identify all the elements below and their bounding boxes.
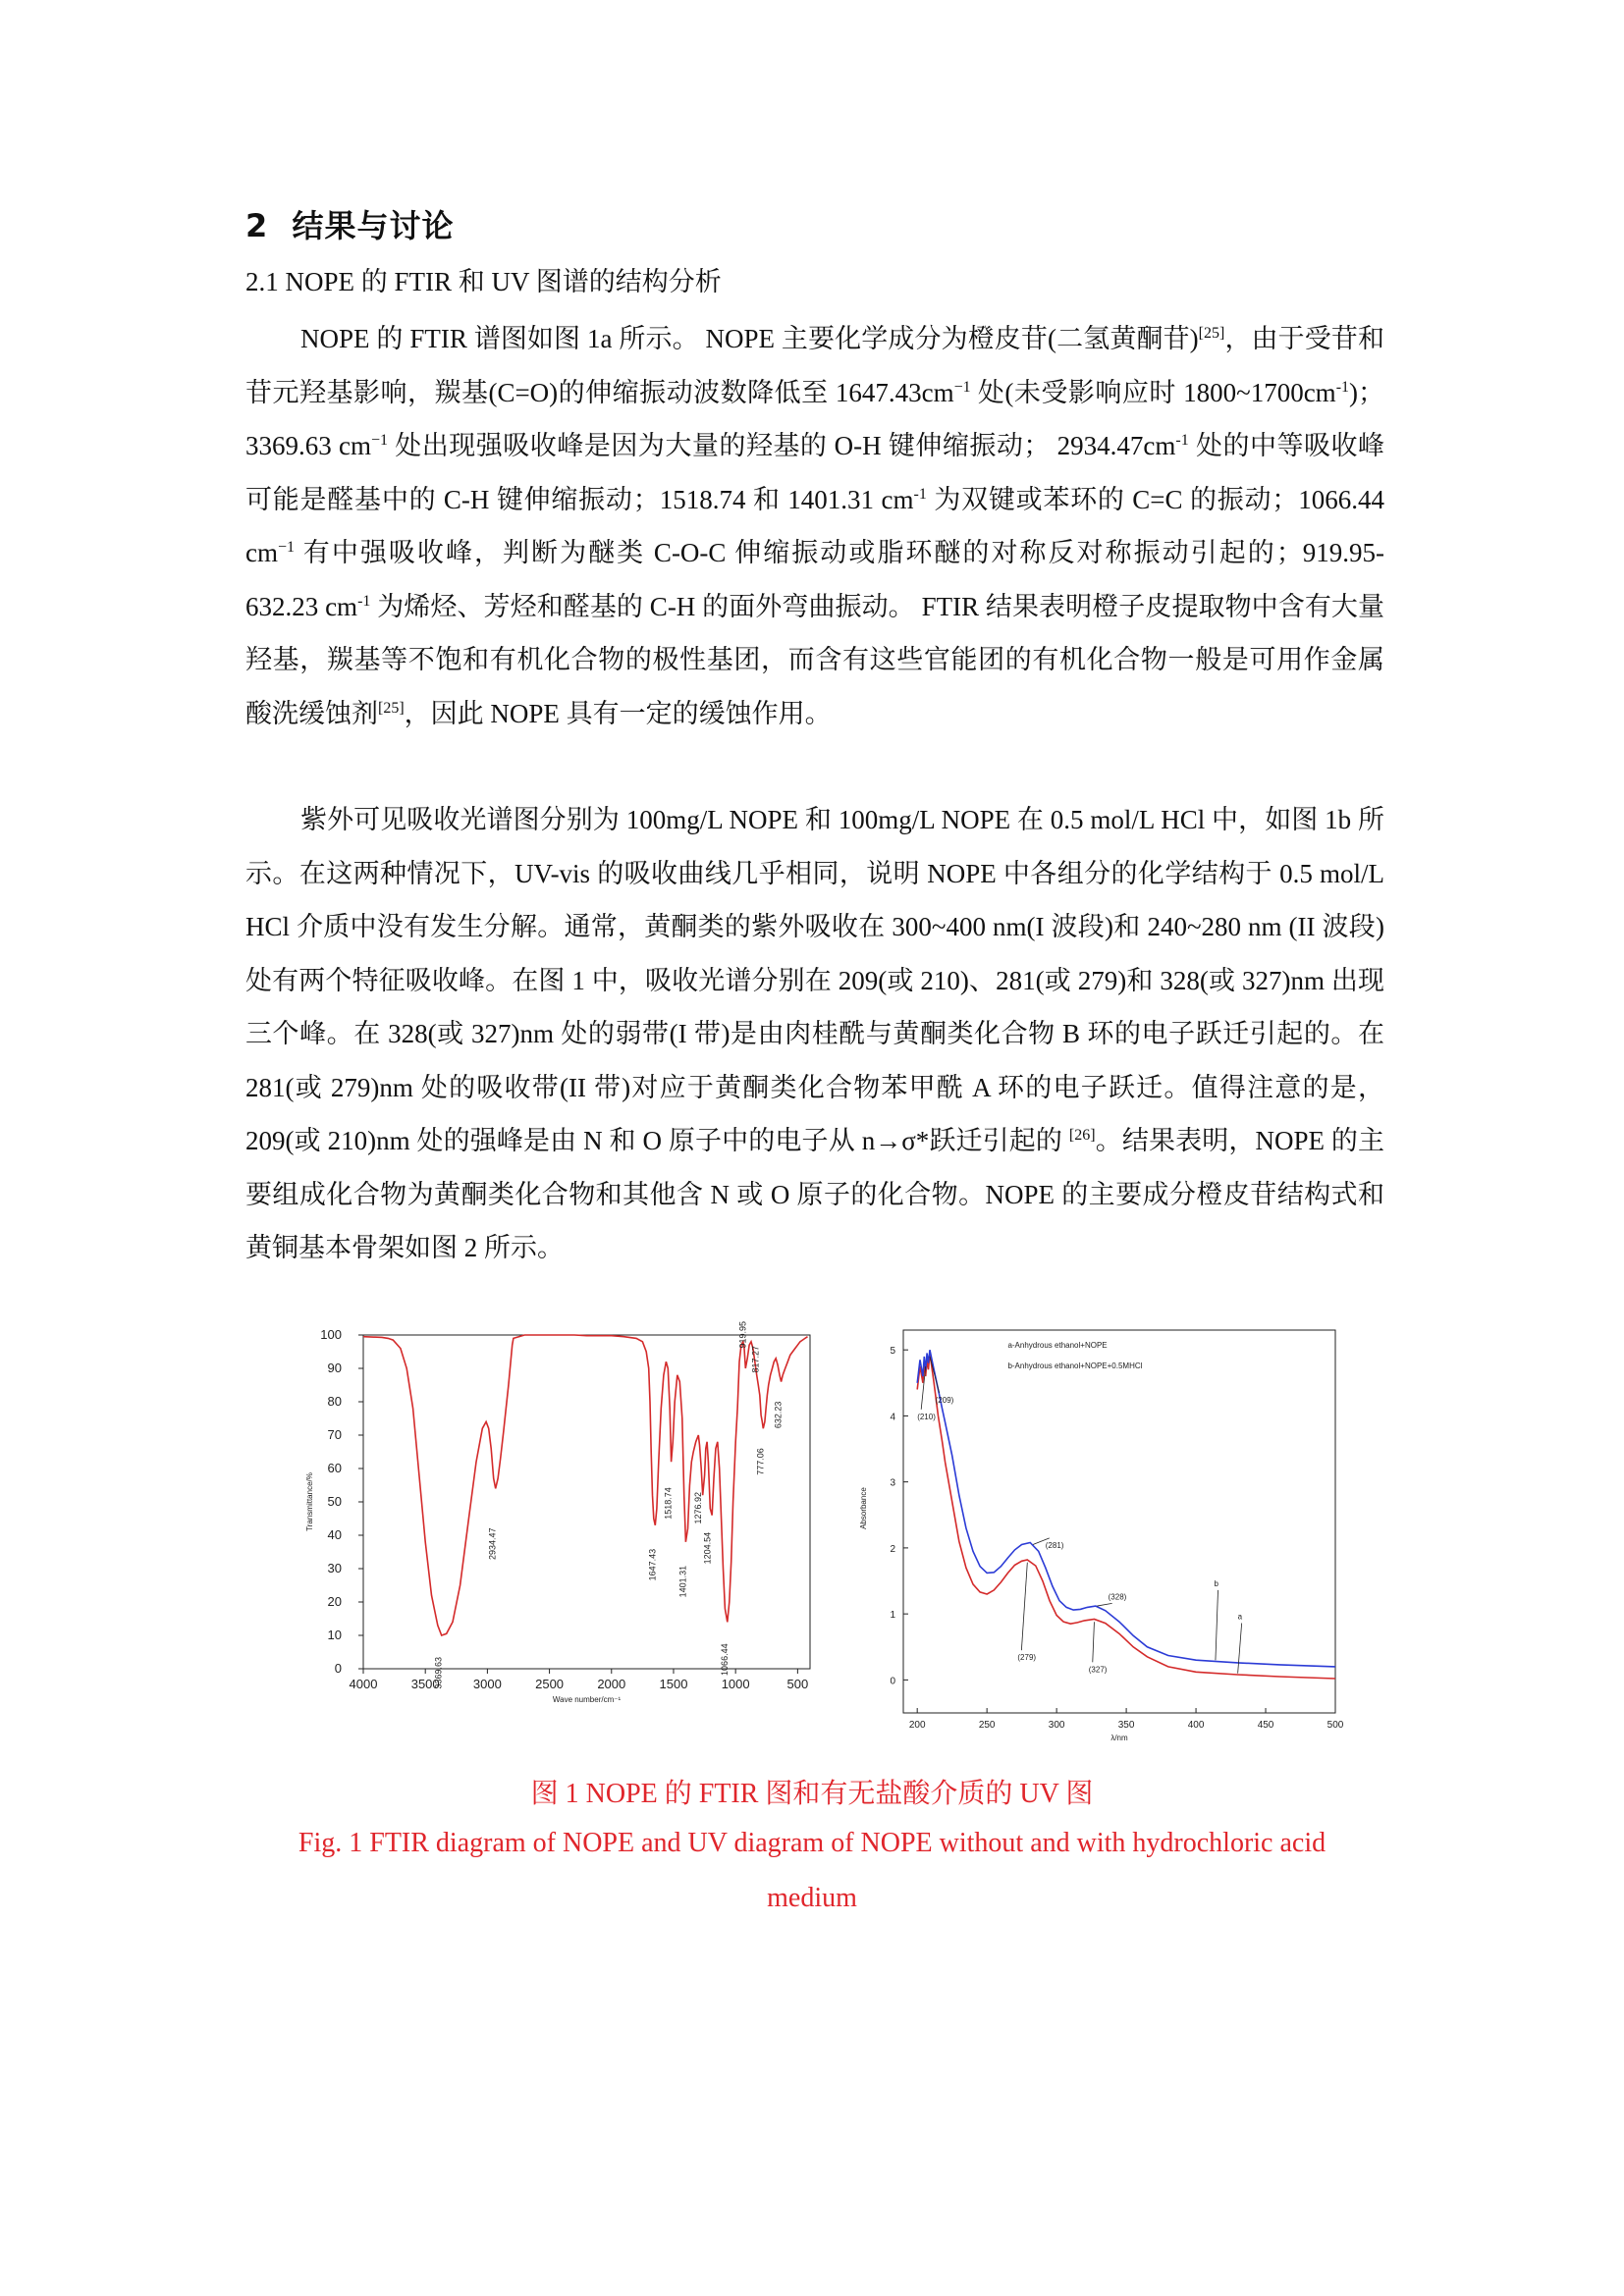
ftir-peak-label: 919.95 (737, 1321, 748, 1349)
uv-y-tick-label: 1 (890, 1610, 895, 1622)
ftir-x-axis-label: Wave number/cm⁻¹ (552, 1695, 622, 1704)
ftir-x-tick-label: 2000 (597, 1677, 626, 1691)
uv-x-tick-label: 400 (1187, 1720, 1205, 1731)
ftir-x-tick-label: 3500 (410, 1677, 440, 1691)
uv-x-tick-label: 350 (1117, 1720, 1135, 1731)
uv-peak-label: (281) (1045, 1540, 1064, 1550)
figure-caption-cn: 图 1 NOPE 的 FTIR 图和有无盐酸介质的 UV 图 (530, 1779, 1094, 1809)
uv-peak-label: (279) (1017, 1653, 1037, 1663)
ftir-chart (295, 1306, 844, 1718)
uv-peak-label: a (1237, 1612, 1243, 1622)
ftir-peak-label: 1647.43 (647, 1548, 658, 1581)
ftir-y-tick-label: 50 (327, 1494, 342, 1509)
ftir-y-tick-label: 100 (320, 1327, 342, 1342)
ftir-y-axis-label: Transmittance/% (305, 1472, 314, 1531)
uv-y-tick-label: 2 (890, 1543, 895, 1555)
uv-legend-entry: a-Anhydrous ethanol+NOPE (1007, 1341, 1108, 1350)
ftir-y-tick-label: 30 (327, 1561, 342, 1575)
ftir-x-tick-label: 500 (786, 1677, 809, 1691)
uv-x-tick-label: 300 (1048, 1720, 1065, 1731)
ftir-peak-label: 1276.92 (693, 1492, 704, 1524)
ftir-y-tick-label: 70 (327, 1427, 342, 1442)
ftir-series-line (363, 1335, 808, 1635)
uv-annotation-arrow (1216, 1590, 1218, 1660)
uv-peak-label: (210) (917, 1412, 936, 1421)
uv-x-tick-label: 450 (1257, 1720, 1274, 1731)
ftir-y-tick-label: 20 (327, 1594, 342, 1609)
ftir-y-tick-label: 40 (327, 1527, 342, 1542)
ftir-y-tick-label: 0 (334, 1661, 342, 1676)
uv-chart (844, 1301, 1355, 1742)
uv-x-tick-label: 200 (908, 1720, 926, 1731)
uv-annotation-arrow (1093, 1622, 1095, 1662)
uv-plot-frame (903, 1330, 1335, 1713)
ftir-y-tick-label: 90 (327, 1361, 342, 1375)
uv-x-tick-label: 500 (1326, 1720, 1344, 1731)
ftir-peak-label: 2934.47 (487, 1527, 498, 1560)
ftir-peak-label: 777.06 (755, 1448, 766, 1475)
ftir-peak-label: 1401.31 (677, 1565, 688, 1598)
uv-y-tick-label: 0 (890, 1676, 895, 1687)
subsection-heading: 2.1 NOPE 的 FTIR 和 UV 图谱的结构分析 (245, 267, 722, 296)
uv-legend-entry: b-Anhydrous ethanol+NOPE+0.5MHCl (1007, 1362, 1143, 1370)
section-heading (245, 201, 455, 246)
section-number: 2 (245, 207, 269, 244)
figure-caption-en-line1: Fig. 1 FTIR diagram of NOPE and UV diagram of NOPE without and with hydrochloric acid (298, 1828, 1326, 1858)
ftir-x-tick-label: 2500 (535, 1677, 565, 1691)
figure-caption-en-line2: medium (767, 1883, 857, 1913)
uv-y-tick-label: 5 (890, 1346, 895, 1358)
ftir-x-tick-label: 3000 (472, 1677, 502, 1691)
uv-x-tick-label: 250 (978, 1720, 996, 1731)
ftir-peak-label: 1066.44 (719, 1643, 730, 1676)
ftir-x-tick-label: 4000 (349, 1677, 378, 1691)
ftir-plot-frame (363, 1335, 810, 1669)
ftir-peak-label: 817.27 (750, 1346, 761, 1373)
uv-peak-label: (328) (1108, 1592, 1127, 1602)
ftir-peak-label: 1204.54 (702, 1531, 713, 1565)
uv-x-axis-label: λ/nm (1110, 1734, 1128, 1742)
section-title: 结果与讨论 (292, 207, 455, 244)
uv-series-line-b (917, 1350, 1335, 1667)
uv-peak-label: (327) (1088, 1665, 1108, 1675)
paragraph-ftir: NOPE 的 FTIR 谱图如图 1a 所示。 NOPE 主要化学成分为橙皮苷(二氢黄酮苷)[25]，由于受苷和苷元羟基影响，羰基(C=O)的伸缩振动波数降低至 $1647.43cm^{-1}$ 处(未受影响应时 $1800\sim 1700cm^{-1}$)； 3369.63 $cm^{-1}$ 处出现强吸收峰是因为大量的羟基的 O-H 键伸缩振动； $2934.47cm^{-1}$ 处的中等吸收峰可能是醛基中的 C-H 键伸缩振动；1518.74 和 1401.31 $cm^{-1}$ 为双键或苯环的 C=C 的振动；1066.44 $cm^{-1}$ 有中强吸收峰，判断为醚类 C-O-C 伸缩振动或脂环醚的对称反对称振动引起的；919.95-632.23 $cm^{-1}$ 为烯烃、芳烃和醛基的 C-H 的面外弯曲振动。 FTIR 结果表明橙子皮提取物中含有大量羟基，羰基等不饱和有机化合物的极性基团，而含有这些官能团的有机化合物一般是可用作金属酸洗缓蚀剂[25]，因此 NOPE 具有一定的缓蚀作用。 (245, 324, 1385, 728)
uv-annotation-arrow (1238, 1624, 1242, 1674)
ftir-y-tick-label: 10 (327, 1628, 342, 1642)
uv-y-tick-label: 4 (890, 1412, 895, 1423)
ftir-x-tick-label: 1000 (721, 1677, 750, 1691)
uv-peak-label: (209) (935, 1395, 954, 1405)
uv-annotation-arrow (1021, 1563, 1027, 1651)
ftir-peak-label: 632.23 (773, 1401, 784, 1429)
ftir-peak-label: 1518.74 (663, 1487, 674, 1520)
uv-peak-label: b (1214, 1578, 1218, 1588)
ftir-peak-label: 3369.63 (433, 1657, 444, 1689)
uv-y-axis-label: Absorbance (859, 1487, 868, 1529)
ftir-y-tick-label: 60 (327, 1461, 342, 1475)
paragraph-uv: 紫外可见吸收光谱图分别为 100mg/L NOPE 和 100mg/L NOPE 在 0.5 mol/L HCl 中，如图 1b 所示。在这两种情况下，UV-vis 的吸收曲线几乎相同，说明 NOPE 中各组分的化学结构于 0.5 mol/L HCl 介质中没有发生分解。通常，黄酮类的紫外吸收在 300~400 nm(I 波段)和 240~280 nm (II 波段)处有两个特征吸收峰。在图 1 中，吸收光谱分别在 209(或 210)、281(或 279)和 328(或 327)nm 出现三个峰。在 328(或 327)nm 处的弱带(I 带)是由肉桂酰与黄酮类化合物 B 环的电子跃迁引起的。在 281(或 279)nm 处的吸收带(II 带)对应于黄酮类化合物苯甲酰 A 环的电子跃迁。值得注意的是，209(或 210)nm 处的强峰是由 N 和 O 原子中的电子从 n→σ*跃迁引起的 [26]。结果表明，NOPE 的主要组成化合物为黄酮类化合物和其他含 N 或 O 原子的化合物。NOPE 的主要成分橙皮苷结构式和黄铜基本骨架如图 2 所示。 (245, 805, 1384, 1262)
ftir-x-tick-label: 1500 (659, 1677, 688, 1691)
uv-y-tick-label: 3 (890, 1477, 895, 1489)
ftir-y-tick-label: 80 (327, 1394, 342, 1409)
uv-annotation-arrow (1097, 1603, 1111, 1606)
